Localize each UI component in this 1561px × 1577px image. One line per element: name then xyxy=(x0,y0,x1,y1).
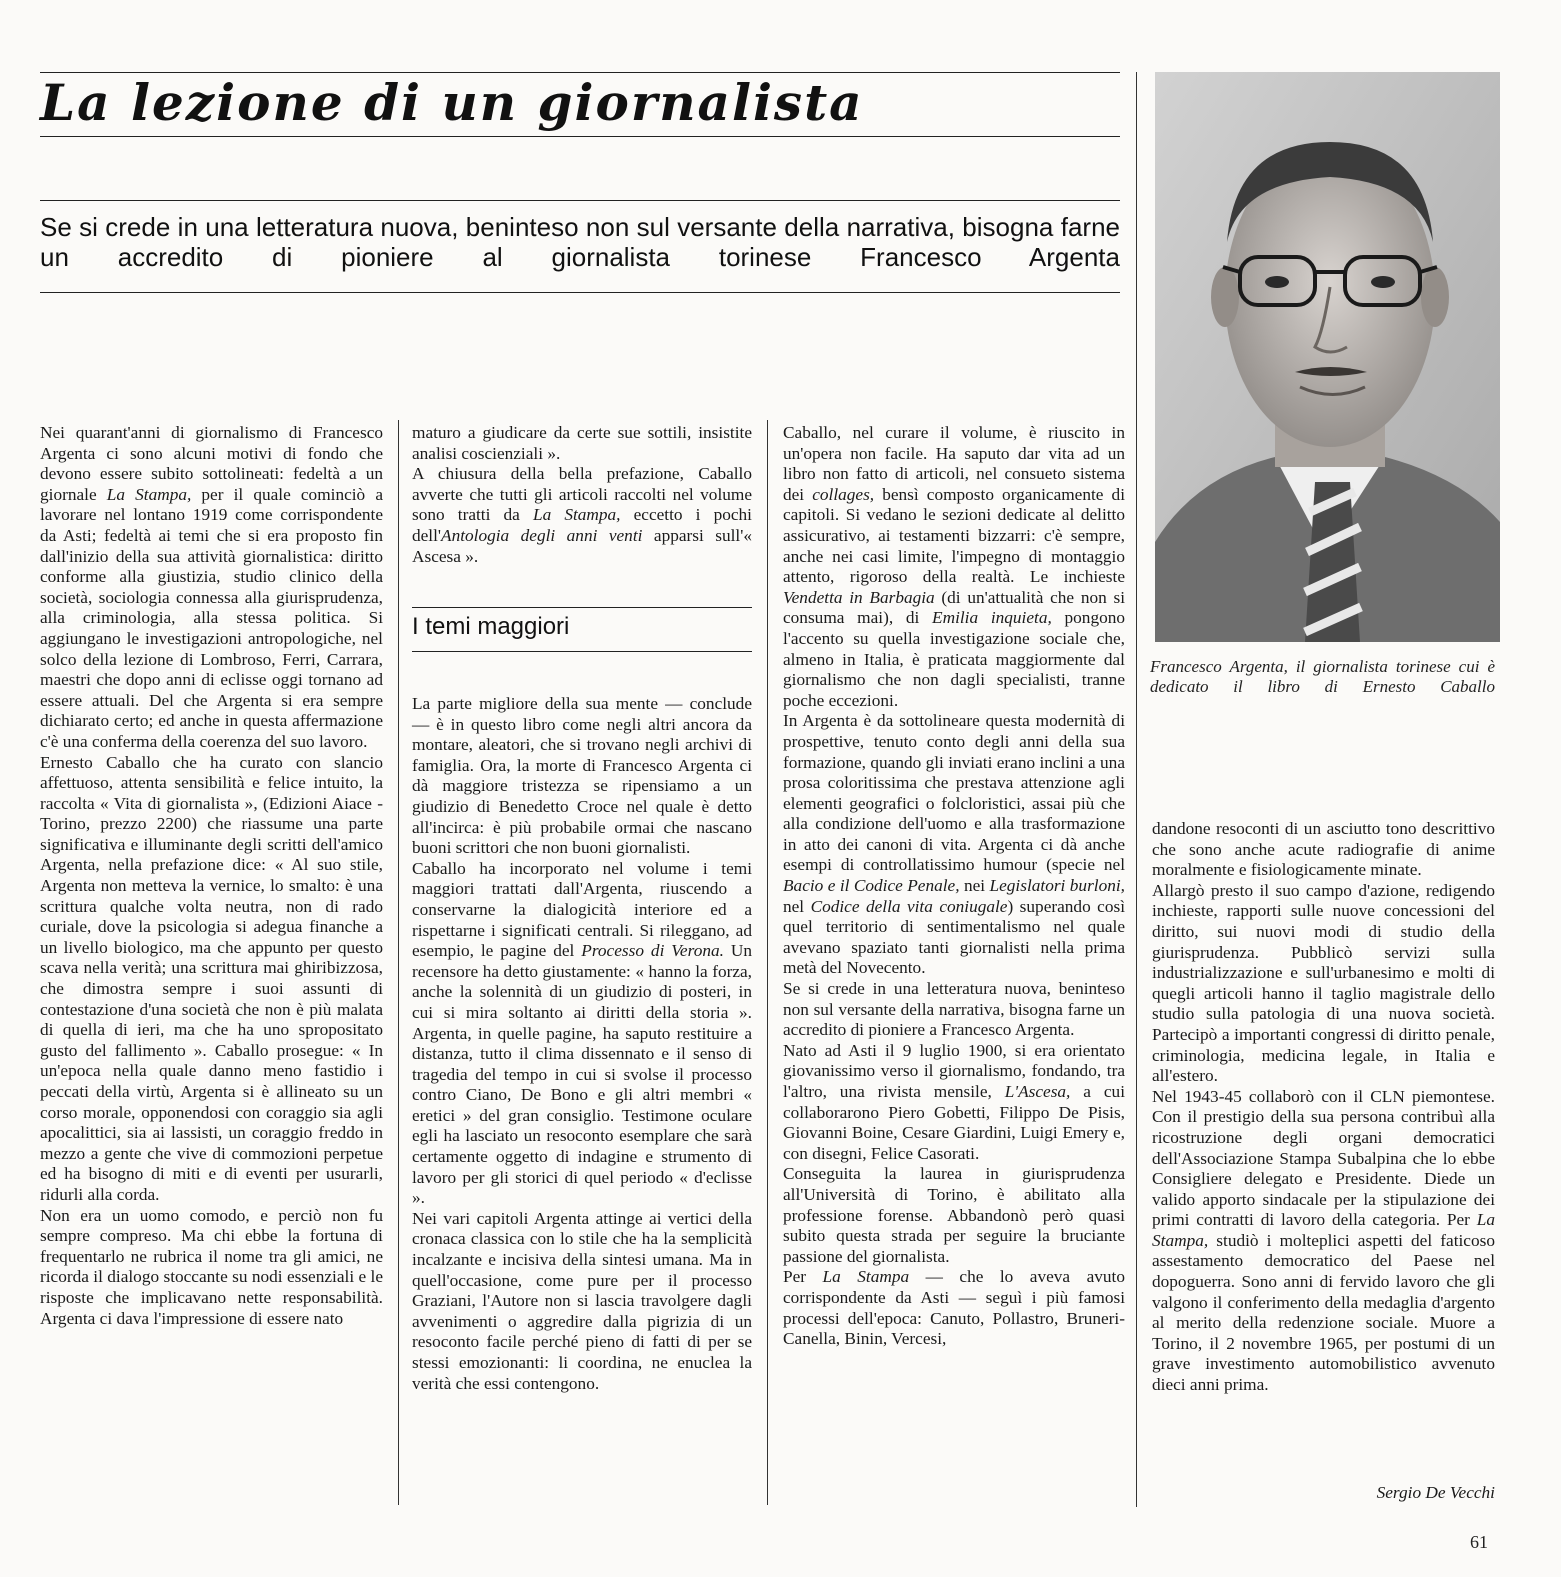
column-4 xyxy=(1152,819,1495,1396)
italic-title-text: La Stampa, xyxy=(1152,1210,1495,1250)
body-text: nei xyxy=(959,876,990,896)
section-heading-bottom-rule xyxy=(412,651,752,652)
paragraph xyxy=(1152,819,1495,881)
body-text: Nei vari capitoli Argenta attinge ai vertici della cronaca classica con lo stile che ha la semplicità incalzante e incisiva della sintesi umana. Ma in quell'occasione, come pure per il processo Graziani, l'Autore non si lascia travolgere dagli avvenimenti o aggredire dalla pigrizia di un resoconto facile perché pieno di fatti di per se stessi emozionanti: li coordina, ne enuclea la verità che essi contengono. xyxy=(412,1208,752,1393)
body-text: apparsi sull'« Ascesa ». xyxy=(412,525,752,566)
italic-title-text: Vendetta in Barbagia xyxy=(783,587,935,607)
body-text: studiò i molteplici aspetti del faticoso assestamento democratico del Paese nel dopoguerra. Sono anni di fervido lavoro che gli valgono il conferimento della medaglia d'argento al merito della redenzione sociale. Muore a Torino, il 2 novembre 1965, per postumi di un grave investimento automobilistico avvenuto dieci anni prima. xyxy=(1152,1230,1495,1395)
author-signature: Sergio De Vecchi xyxy=(1376,1483,1495,1502)
body-text: Conseguita la laurea in giurisprudenza all'Università di Torino, è abilitato alla professione forense. Abbandonò però quasi subito questa strada per seguire la bruciante passione del giornalista. xyxy=(783,1164,1125,1266)
column-2-top xyxy=(412,423,752,567)
italic-title-text: La Stampa xyxy=(822,1267,910,1287)
paragraph xyxy=(40,753,383,1206)
column-divider-1 xyxy=(398,420,399,1505)
portrait-illustration xyxy=(1155,72,1500,642)
body-text: La parte migliore della sua mente — conclude — è in questo libro come negli altri ancora da montare, aleatori, che si trovano negli archivi di famiglia. Ora, la morte di Francesco Argenta ci dà maggiore tristezza se ripensiamo a un giudizio di Benedetto Croce nel quale è detto all'incirca: è più probabile ormai che nascano buoni scrittori che non buoni giornalisti. xyxy=(412,694,752,858)
body-text: A chiusura della bella prefazione, Caballo avverte che tutti gli articoli raccolti nel volume sono tratti da xyxy=(412,464,752,525)
title-bottom-rule xyxy=(40,136,1120,137)
section-heading-top-rule xyxy=(412,607,752,608)
article-title: La lezione di un giornalista xyxy=(40,73,864,132)
body-text: Un recensore ha detto giustamente: « hanno la forza, anche la solennità di un giudizio di posteri, in cui si mira soltanto ai diritti della storia ». Argenta, in quelle pagine, ha saputo restituire a distanza, tutto il clima dissennato e il senso di tragedia del tempo in cui si svolse il processo contro Ciano, De Bono e gli altri membri « eretici » del gran consiglio. Testimone oculare egli ha lasciato un resoconto esemplare che sarà certamente oggetto di indagine e strumento di lavoro per gli storici di quel periodo « d'eclisse ». xyxy=(412,941,752,1208)
body-text: — che lo aveva avuto corrispondente da Asti — seguì i più famosi processi dell'epoca: Canuto, Pollastro, Bruneri-Canella, Binin, Vercesi, xyxy=(783,1267,1125,1349)
body-text: pongono l'accento su quella investigazione sociale che, almeno in Italia, è praticata maggiormente dal giornalismo che non dagli specialisti, tranne poche eccezioni. xyxy=(783,608,1126,710)
italic-title-text: L'Ascesa, xyxy=(1004,1082,1071,1101)
paragraph xyxy=(783,1041,1125,1165)
paragraph xyxy=(783,1267,1125,1349)
body-text: maturo a giudicare da certe sue sottili, insistite analisi coscienziali ». xyxy=(412,423,752,463)
paragraph xyxy=(783,711,1125,979)
section-heading: I temi maggiori xyxy=(412,613,570,640)
body-text: Non era un uomo comodo, e perciò non fu sempre compreso. Ma chi ebbe la fortuna di frequentarlo ne rubrica il nome tra gli amici, ne ricorda il dialogo stoccante su nodi essenziali e le risposte che implicavano nette responsabilità. Argenta ci dava l'impressione di essere nato xyxy=(40,1205,383,1328)
italic-title-text: Codice della vita coniugale xyxy=(810,896,1008,916)
paragraph xyxy=(40,423,383,753)
paragraph xyxy=(412,694,752,859)
body-text: Per xyxy=(783,1267,823,1287)
body-text: In Argenta è da sottolineare questa modernità di prospettive, tenuto conto degli anni della sua formazione, quando gli inviati erano inclini a una prosa coloritissima che prestava attenzione agli elementi geografici o folcloristici, assai più che alla condizione dell'uomo e alla trasformazione in atto dei canoni di vita. Argenta ci dà anche esempi di controllatissimo humour (specie nel xyxy=(783,711,1125,875)
italic-title-text: Antologia degli anni venti xyxy=(441,525,643,545)
paragraph xyxy=(1152,881,1495,1087)
column-1 xyxy=(40,423,383,1329)
column-2-bottom xyxy=(412,694,752,1394)
body-text: Nei quarant'anni di giornalismo di Francesco Argenta ci sono alcuni motivi di fondo che devono essere subito sottolineati: fedeltà a un giornale xyxy=(40,423,383,504)
column-divider-2 xyxy=(767,420,768,1505)
body-text: a cui collaborarono Piero Gobetti, Filippo De Pisis, Giovanni Boine, Cesare Giardini, Luigi Emery e, con disegni, Felice Casorati. xyxy=(783,1082,1125,1163)
italic-title-text: Processo di Verona. xyxy=(581,941,724,961)
paragraph xyxy=(412,859,752,1209)
photo-caption: Francesco Argenta, il giornalista torinese cui è dedicato il libro di Ernesto Caballo xyxy=(1150,657,1495,696)
italic-title-text: collages, xyxy=(812,484,875,504)
italic-title-text: Legislatori burloni, xyxy=(989,876,1125,896)
subtitle-top-rule xyxy=(40,200,1120,201)
body-text: Nel 1943-45 collaborò con il CLN piemontese. Con il prestigio della sua persona contribuì alla ricostruzione degli organi democratici dell'Associazione Stampa Subalpina che lo ebbe Consigliere delegato e Presidente. Diede un valido apporto sindacale per la stipulazione dei primi contratti di lavoro della categoria. Per xyxy=(1152,1086,1495,1230)
paragraph xyxy=(783,979,1125,1041)
body-text: Nato ad Asti il 9 luglio 1900, si era orientato giovanissimo verso il giornalismo, fondando, tra l'altro, una rivista mensile, xyxy=(783,1040,1125,1101)
body-text: Caballo, nel curare il volume, è riuscito in un'opera non facile. Ha saputo dar vita ad un libro non fatto di articoli, nel consueto sistema dei xyxy=(783,423,1125,504)
body-text: dandone resoconti di un asciutto tono descrittivo che sono anche acute radiografie di anime moralmente e fisiologicamente minate. xyxy=(1152,819,1495,880)
body-text: Se si crede in una letteratura nuova, beninteso non sul versante della narrativa, bisogna farne un accredito di pioniere a Francesco Argenta. xyxy=(783,979,1125,1040)
paragraph xyxy=(783,423,1125,711)
body-text: per il quale cominciò a lavorare nel lontano 1919 come corrispondente da Asti; fedeltà ai temi che si era proposto fin dall'inizio della sua attività giornalistica: diritto conforme alla giustizia, studio clinico della società, sociologia connessa alla giurisprudenza, alla criminologia, alla stessa politica. Si aggiungano le investigazioni antropologiche, nel solco della lezione di Lombroso, Ferri, Carrara, maestri che dopo anni di eclisse oggi tornano ad essere attuali. Del che Argenta si era sempre dichiarato certo; ed anche in questa affermazione c'è una conferma della coerenza del suo lavoro. xyxy=(40,484,383,751)
paragraph xyxy=(40,1206,383,1330)
body-text: ) superando così quel territorio di sentimentalismo nel quale avevano spaziato tanti giornalisti nella prima metà del Novecento. xyxy=(783,896,1125,978)
paragraph xyxy=(412,423,752,464)
column-3 xyxy=(783,423,1125,1350)
italic-title-text: Bacio e il Codice Penale, xyxy=(783,876,960,896)
body-text: bensì composto organicamente di capitoli. Si vedano le sezioni dedicate al delitto assicurativo, ai testamenti bizzarri: c'è sempre, anche nei casi limite, l'impegno di montaggio attento, rigoroso della realtà. Le inchieste xyxy=(783,484,1125,587)
body-text: nel xyxy=(783,896,811,916)
body-text: Caballo ha incorporato nel volume i temi maggiori trattati dall'Argenta, riuscendo a conservarne la dialogicità interiore ed a rispettarne i significati centrali. Si rileggano, ad esempio, le pagine del xyxy=(412,858,752,961)
body-text: eccetto i pochi dell' xyxy=(412,505,752,545)
paragraph xyxy=(783,1164,1125,1267)
body-text: (di un'attualità che non si consuma mai), di xyxy=(783,587,1125,628)
paragraph xyxy=(412,464,752,567)
subtitle-bottom-rule xyxy=(40,292,1120,293)
portrait-photo xyxy=(1155,72,1500,642)
article-subtitle: Se si crede in una letteratura nuova, beninteso non sul versante della narrativa, bisogna farne un accredito di pioniere al giornalista torinese Francesco Argenta xyxy=(40,212,1120,272)
paragraph xyxy=(412,1209,752,1394)
body-text: Allargò presto il suo campo d'azione, redigendo inchieste, rapporti sulle nuove concessioni del diritto, sui nuovi modi di studio della giurisprudenza. Pubblicò servizi sulla industrializzazione e sull'urbanesimo e molti di quegli articoli hanno il taglio magistrale dello studio sulla patologia di una nuova società. Partecipò a importanti congressi di diritto penale, criminologia, medicina legale, in Italia e all'estero. xyxy=(1152,880,1495,1086)
body-text: Ernesto Caballo che ha curato con slancio affettuoso, attenta sensibilità e felice intuito, la raccolta « Vita di giornalista », (Edizioni Aiace - Torino, prezzo 2200) che riassume una parte significativa e illuminante degli scritti dell'amico Argenta, nella prefazione dice: « Al suo stile, Argenta non metteva la vernice, lo smalto: è una scrittura qualche volta neutra, non di rado curiale, dove la psicologia si adegua finanche a un livello biologico, ma che appunto per questo scava nella verità; una scrittura mai ghiribizzosa, che dimostra sempre i suoi assunti di contestazione d'una società che non è più malata di quella di ieri, ma che ha uno spropositato gusto del fallimento ». Caballo prosegue: « In un'epoca nella quale danno meno fastidio i peccati della virtù, Argenta si è allineato su un corso morale, opponendosi con coraggio sia agli apocalittici, sia ai lassisti, un coraggio freddo in mezzo a gente che vive di commozioni perpetue ed ha bisogno di miti e di eventi per usurarli, ridurli alla corda. xyxy=(40,752,383,1204)
italic-title-text: La Stampa, xyxy=(106,484,192,504)
italic-title-text: Emilia inquieta, xyxy=(932,608,1052,628)
page-number: 61 xyxy=(1470,1532,1488,1552)
italic-title-text: La Stampa, xyxy=(532,505,621,525)
paragraph xyxy=(1152,1087,1495,1396)
column-divider-3 xyxy=(1136,72,1137,1507)
